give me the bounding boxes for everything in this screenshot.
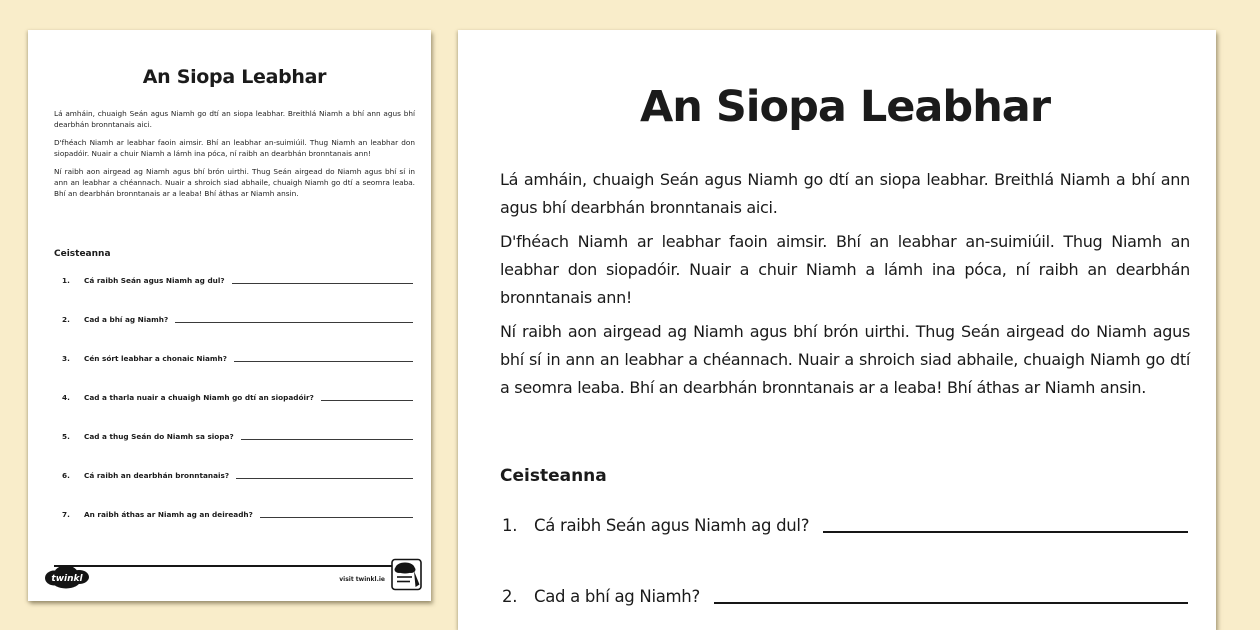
- question-row-4: [54, 392, 415, 402]
- question-number: 4.: [62, 393, 70, 402]
- question-text: Cad a tharla nuair a chuaigh Niamh go dtí an siopadóir?: [84, 393, 314, 402]
- answer-line: [175, 314, 413, 323]
- page-title: An Siopa Leabhar: [142, 66, 327, 88]
- question-row-1: [500, 516, 1190, 535]
- worksheet-page-zoomed: [458, 30, 1216, 630]
- question-row-5: [54, 431, 415, 441]
- visit-twinkl-link: visit twinkl.ie: [339, 576, 385, 583]
- story-paragraph-1: Lá amháin, chuaigh Seán agus Niamh go dtí an siopa leabhar. Breithlá Niamh a bhí ann agus bhí dearbhán bronntanais aici.: [500, 170, 1190, 217]
- question-text: Cá raibh an dearbhán bronntanais?: [84, 471, 230, 480]
- question-row-3: [54, 353, 415, 363]
- answer-line: [823, 517, 1188, 533]
- question-row-6: [54, 470, 415, 480]
- questions-heading: Ceisteanna: [54, 249, 111, 259]
- answer-line: [714, 588, 1188, 604]
- story-paragraph-3: Ní raibh aon airgead ag Niamh agus bhí brón uirthi. Thug Seán airgead do Niamh agus bhí sí in ann an leabhar a chéannach. Nuair a shroich siad abhaile, chuaigh Niamh go dtí a seomra leaba. Bhí an dearbhán bronntanais ar a leaba! Bhí áthas ar Niamh ansin.: [54, 167, 415, 198]
- question-text: Cá raibh Seán agus Niamh ag dul?: [84, 276, 225, 285]
- question-number: 1.: [62, 276, 70, 285]
- question-text: Cá raibh Seán agus Niamh ag dul?: [534, 516, 810, 535]
- question-number: 3.: [62, 354, 70, 363]
- page-title: An Siopa Leabhar: [639, 82, 1051, 132]
- answer-line: [232, 275, 413, 284]
- answer-line: [236, 470, 413, 479]
- question-number: 2.: [62, 315, 70, 324]
- question-text: Cad a bhí ag Niamh?: [534, 587, 700, 606]
- twinkl-logo: [44, 564, 90, 594]
- twinkl-cloud-icon: [44, 564, 90, 590]
- question-row-2: [500, 587, 1190, 606]
- question-number: 7.: [62, 510, 70, 519]
- question-number: 1.: [502, 516, 518, 535]
- question-number: 2.: [502, 587, 518, 606]
- story-paragraph-1: Lá amháin, chuaigh Seán agus Niamh go dtí an siopa leabhar. Breithlá Niamh a bhí ann agus bhí dearbhán bronntanais aici.: [54, 109, 415, 129]
- answer-line: [260, 509, 413, 518]
- twinkl-stamp-icon: [391, 558, 422, 595]
- worksheet-page-thumbnail: [28, 30, 431, 601]
- answer-line: [241, 431, 413, 440]
- question-row-2: [54, 314, 415, 324]
- story-paragraph-3: Ní raibh aon airgead ag Niamh agus bhí brón uirthi. Thug Seán airgead do Niamh agus bhí sí in ann an leabhar a chéannach. Nuair a shroich siad abhaile, chuaigh Niamh go dtí a seomra leaba. Bhí an dearbhán bronntanais ar a leaba! Bhí áthas ar Niamh ansin.: [500, 322, 1190, 397]
- answer-line: [321, 392, 413, 401]
- question-row-7: [54, 509, 415, 519]
- questions-heading: Ceisteanna: [500, 466, 607, 486]
- footer-divider: [54, 565, 417, 567]
- question-row-1: [54, 275, 415, 285]
- question-text: An raibh áthas ar Niamh ag an deireadh?: [84, 510, 253, 519]
- answer-line: [234, 353, 413, 362]
- question-number: 5.: [62, 432, 70, 441]
- svg-text:twinkl: twinkl: [51, 574, 83, 584]
- story-paragraph-2: D'fhéach Niamh ar leabhar faoin aimsir. Bhí an leabhar an-suimiúil. Thug Niamh an leabhar don siopadóir. Nuair a chuir Niamh a lámh ina póca, ní raibh an dearbhán bronntanais ann!: [500, 232, 1190, 307]
- story-paragraph-2: D'fhéach Niamh ar leabhar faoin aimsir. Bhí an leabhar an-suimiúil. Thug Niamh an leabhar don siopadóir. Nuair a chuir Niamh a lámh ina póca, ní raibh an dearbhán bronntanais ann!: [54, 138, 415, 158]
- question-text: Cad a bhí ag Niamh?: [84, 315, 169, 324]
- question-number: 6.: [62, 471, 70, 480]
- question-text: Cad a thug Seán do Niamh sa siopa?: [84, 432, 234, 441]
- question-text: Cén sórt leabhar a chonaic Niamh?: [84, 354, 227, 363]
